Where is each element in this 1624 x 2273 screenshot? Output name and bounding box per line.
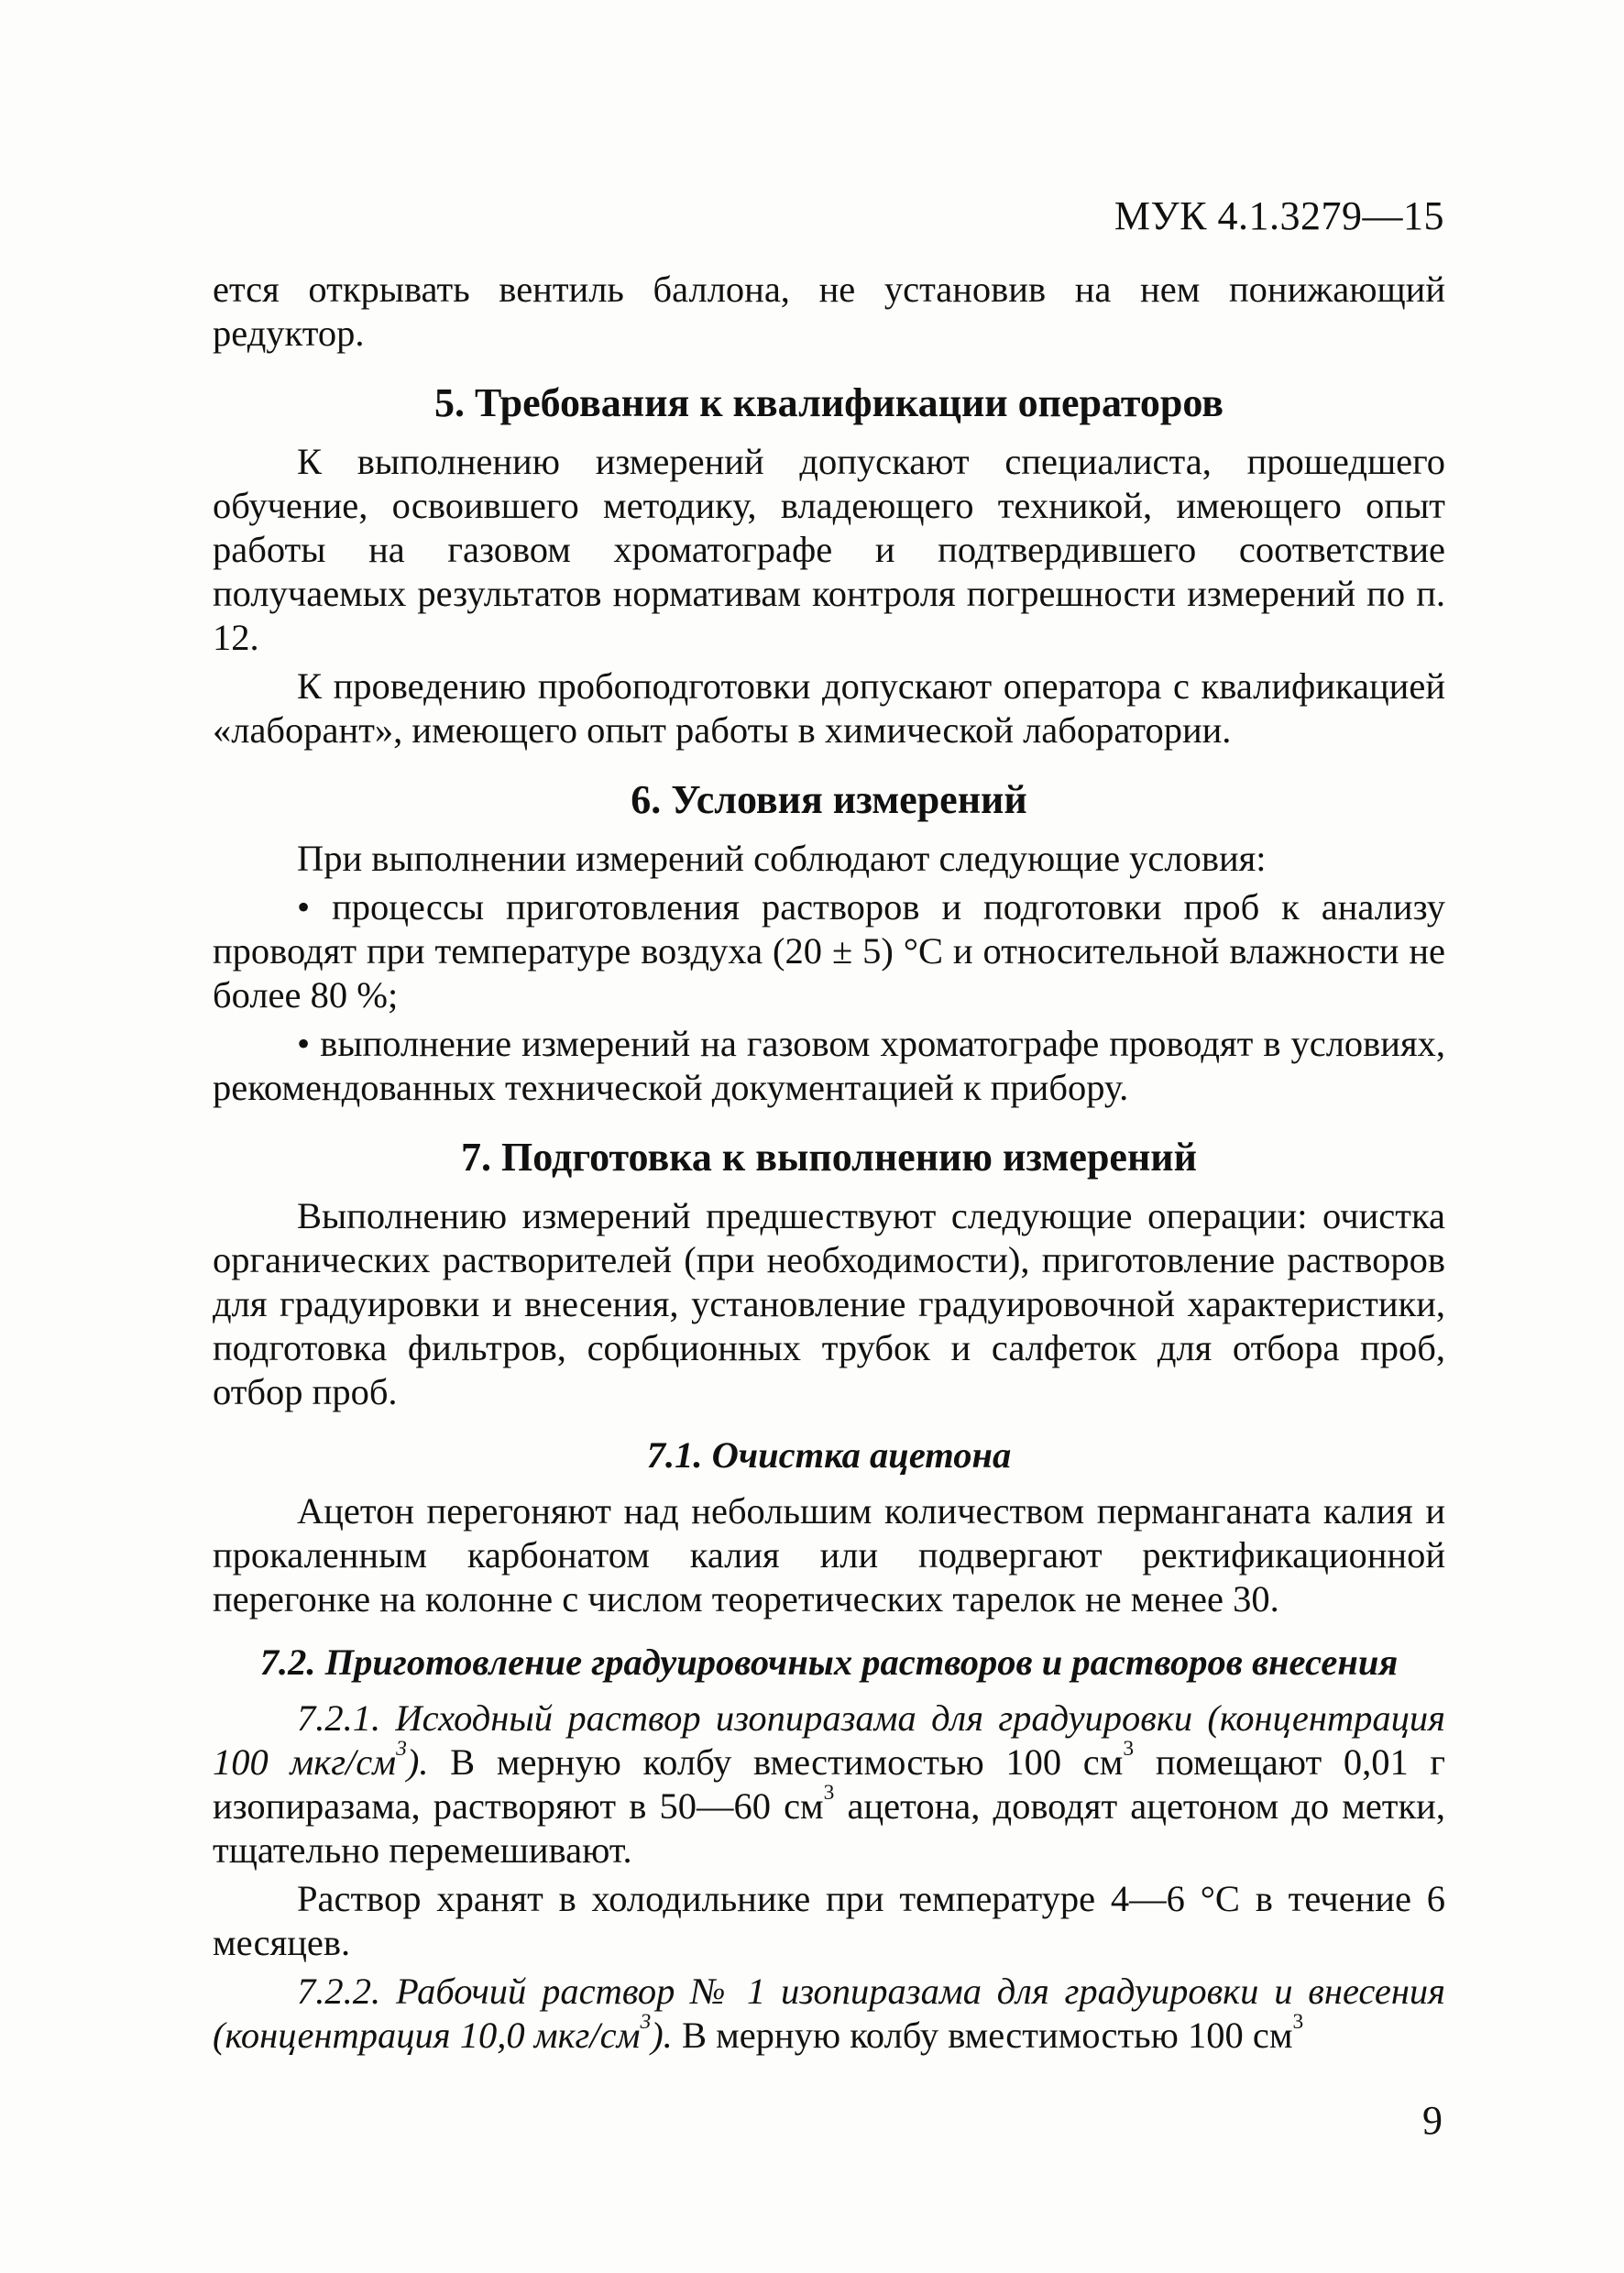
- superscript: 3: [640, 2009, 652, 2034]
- section-5-paragraph-1: К выполнению измерений допускают специалиста, прошедшего обучение, освоившего методику, владеющего техникой, имеющего опыт работы на газовом хроматографе и подтвердившего соответствие получаемых результатов нормативам контроля погрешности измерений по п. 12.: [213, 441, 1445, 658]
- section-7-paragraph-1: Выполнению измерений предшествуют следующие операции: очистка органических растворителей (при необходимости), приготовление растворов для градуировки и внесения, установление градуировочной характеристики, подготовка фильтров, сорбционных трубок и салфеток для отбора проб, отбор проб.: [213, 1195, 1445, 1412]
- section-5-title: 5. Требования к квалификации операторов: [433, 380, 1224, 425]
- section-7-2-1-text-b: помещают 0,01 г изопиразама, растворяют в 50—60 см: [213, 1741, 1446, 1827]
- superscript: 3: [1123, 1736, 1135, 1761]
- section-7-1-paragraph-1: Ацетон перегоняют над небольшим количеством перманганата калия и прокаленным карбонатом калия или подвергают ректификационной перегонке на колонне с числом теоретических тарелок не менее 30.: [213, 1490, 1445, 1620]
- superscript: 3: [1292, 2009, 1304, 2034]
- section-7-2-1-runin-text: 7.2.1. Исходный раствор изопиразама для градуировки (концентрация 100 мкг/см: [213, 1697, 1445, 1783]
- section-7-2-1-text-a: В мерную колбу вместимостью 100 см: [428, 1741, 1124, 1783]
- section-7-2-2-runin-text: 7.2.2. Рабочий раствор № 1 изопиразама для градуировки и внесения (концентрация 10,0 мкг/см: [213, 1971, 1445, 2056]
- section-7-title: 7. Подготовка к выполнению измерений: [461, 1135, 1197, 1180]
- section-6-title: 6. Условия измерений: [631, 777, 1027, 822]
- section-6-bullet-1: • процессы приготовления растворов и подготовки проб к анализу проводят при температуре воздуха (20 ± 5) °С и относительной влажности не более 80 %;: [213, 886, 1445, 1016]
- section-7-2-2-text-a: В мерную колбу вместимостью 100 см: [672, 2015, 1293, 2056]
- section-7-2-storage-paragraph: Раствор хранят в холодильнике при температуре 4—6 °С в течение 6 месяцев.: [213, 1878, 1445, 1963]
- section-7-2-1-text-c: ацетона, доводят ацетоном до метки, тщательно перемешивают.: [213, 1785, 1445, 1871]
- section-7-2-title: 7.2. Приготовление градуировочных растворов и растворов внесения: [259, 1642, 1399, 1683]
- section-7-2-1-paragraph: [213, 1697, 1445, 1872]
- superscript: 3: [396, 1736, 407, 1761]
- page-content: [213, 268, 1445, 2062]
- section-6-bullet-2: • выполнение измерений на газовом хроматографе проводят в условиях, рекомендованных технической документацией к прибору.: [213, 1023, 1445, 1108]
- page-number: 9: [1422, 2098, 1443, 2143]
- section-7-2-2-paragraph: [213, 1970, 1445, 2058]
- section-5-paragraph-2: К проведению пробоподготовки допускают оператора с квалификацией «лаборант», имеющего опыт работы в химической лаборатории.: [213, 665, 1445, 751]
- section-7-1-title: 7.1. Очистка ацетона: [646, 1434, 1012, 1476]
- section-6-paragraph-1: При выполнении измерений соблюдают следующие условия:: [297, 838, 1267, 879]
- section-7-2-2-runin-end: ).: [651, 2015, 673, 2056]
- section-7-2-1-runin-end: ).: [406, 1741, 429, 1783]
- document-code-header: МУК 4.1.3279—15: [1114, 193, 1444, 238]
- intro-paragraph: ется открывать вентиль баллона, не установив на нем понижающий редуктор.: [213, 269, 1445, 354]
- superscript: 3: [823, 1780, 835, 1805]
